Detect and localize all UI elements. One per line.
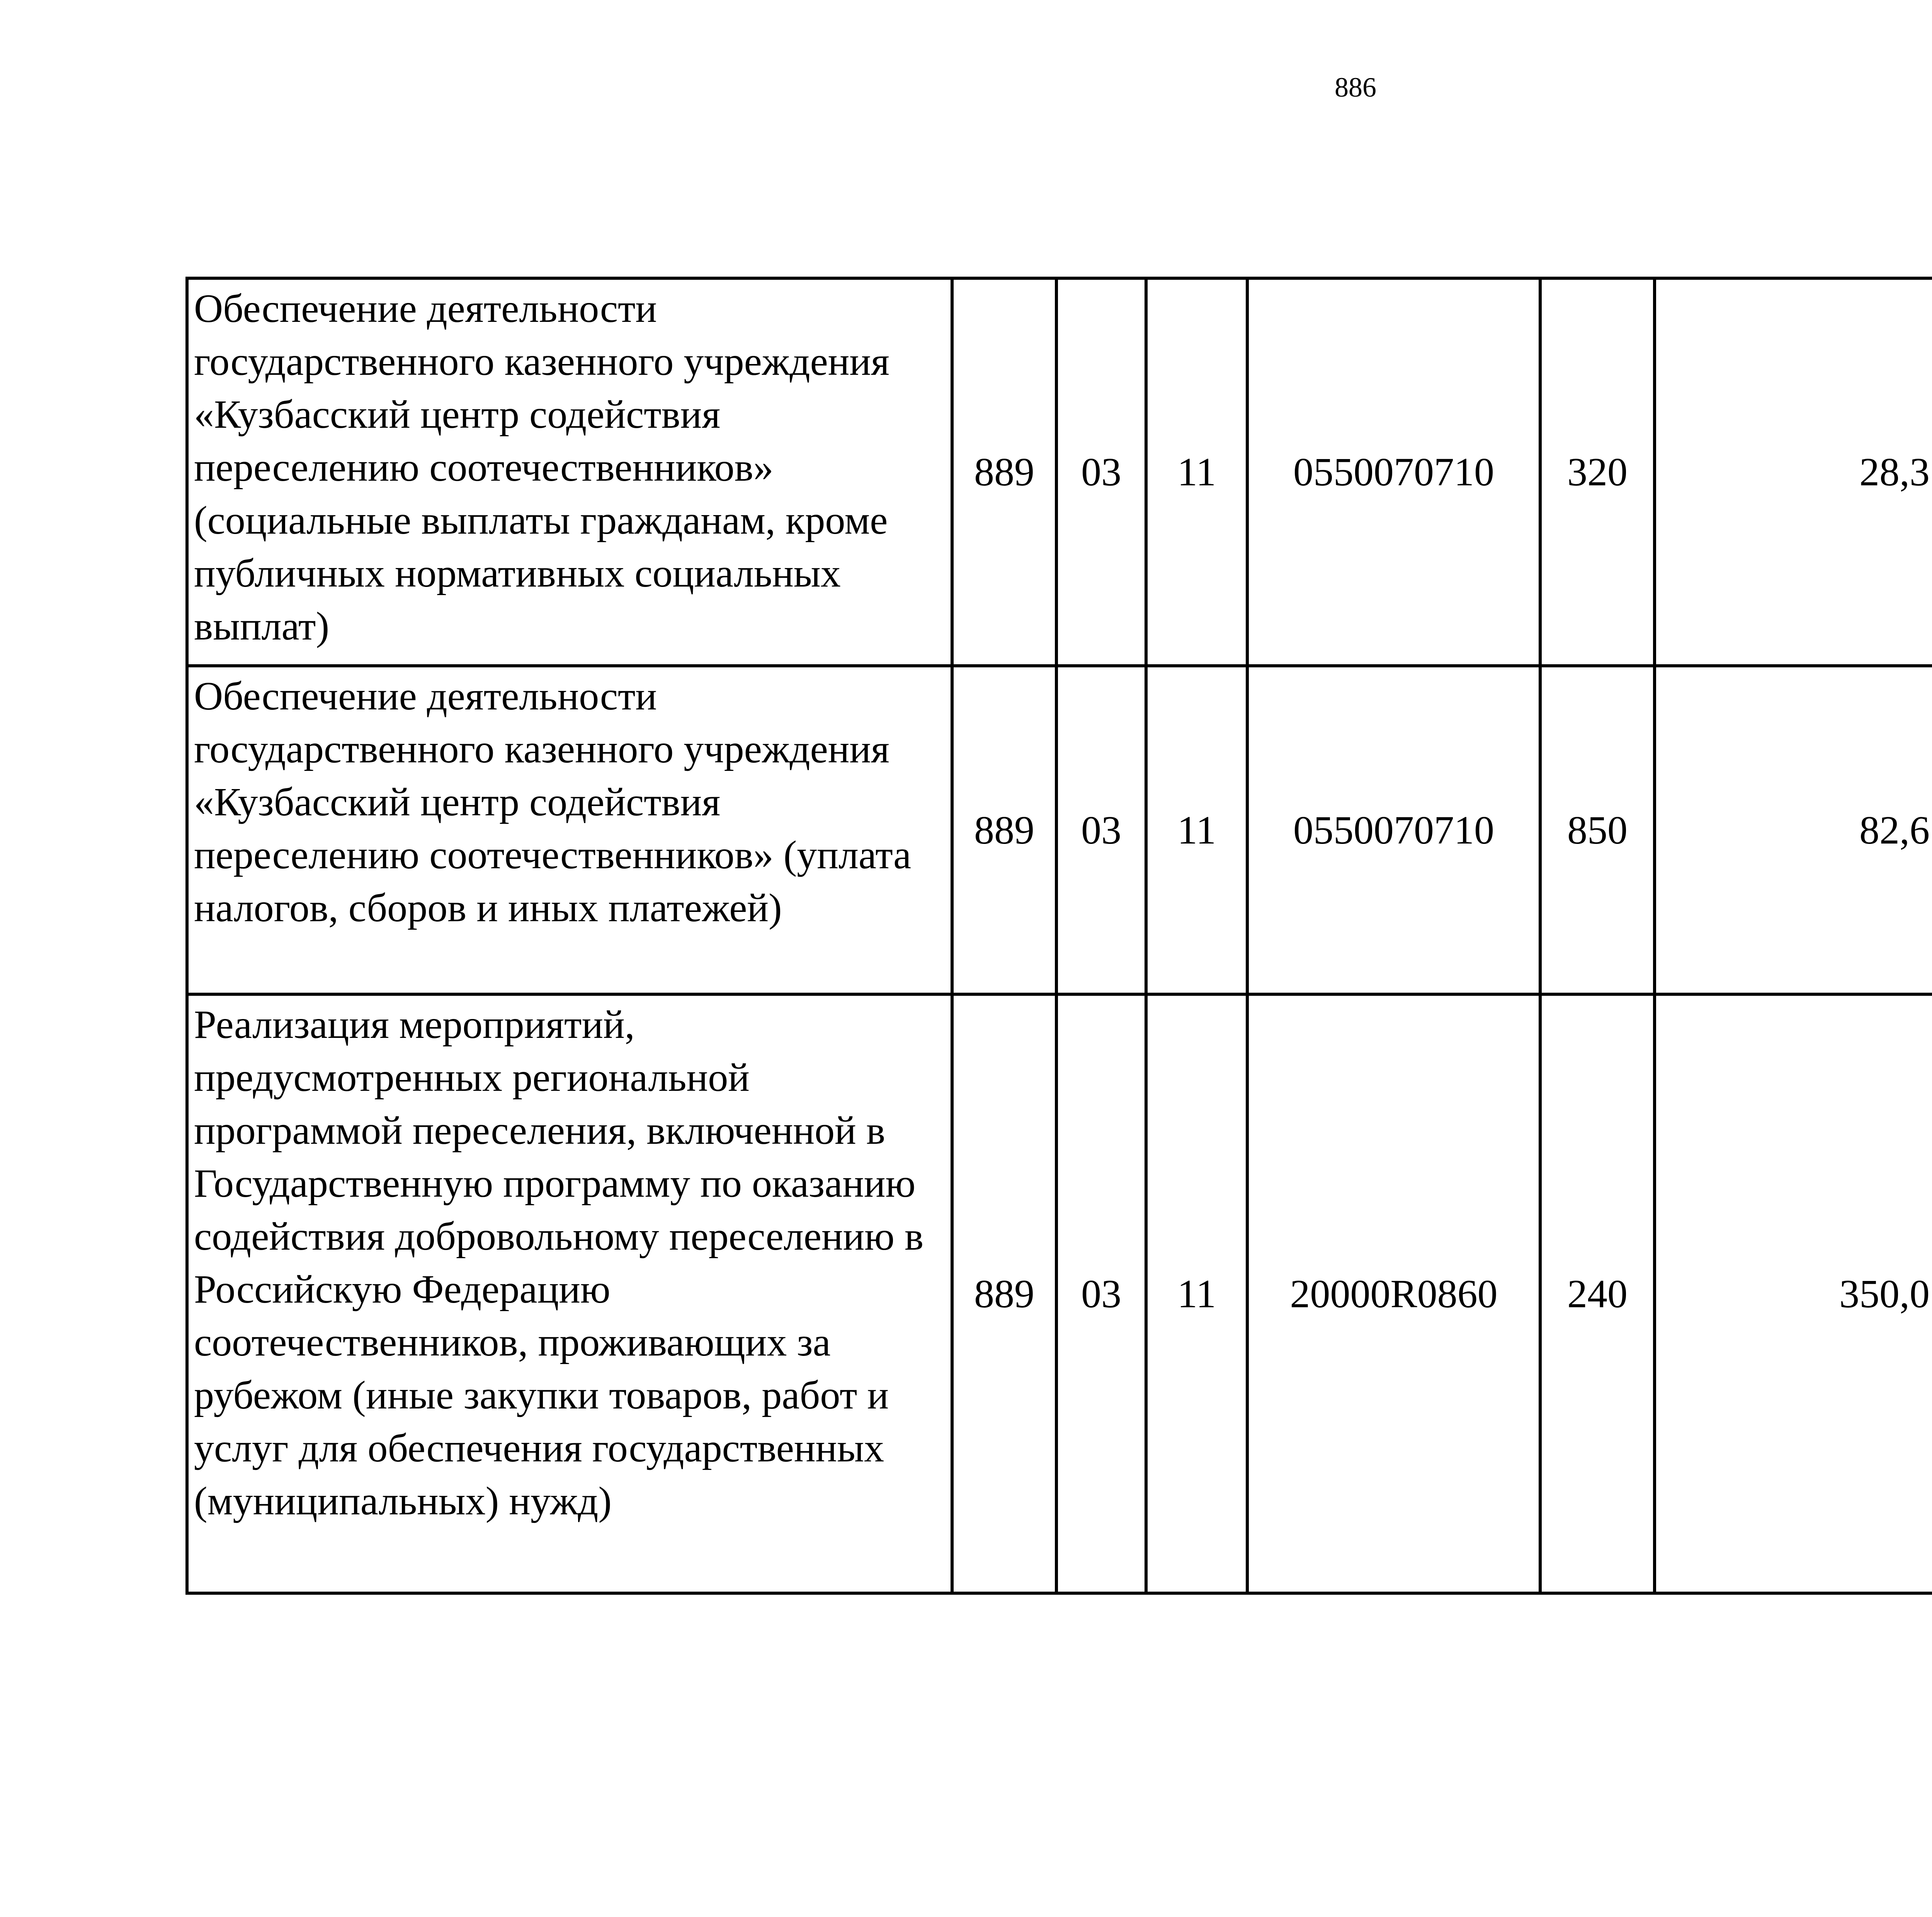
budget-table <box>185 277 1932 1595</box>
ministry-code: 889 <box>952 666 1056 994</box>
subsection-code: 11 <box>1146 666 1247 994</box>
page-number: 886 <box>1335 72 1376 103</box>
target-article-code: 0550070710 <box>1247 278 1540 666</box>
target-article-code: 0550070710 <box>1247 666 1540 994</box>
section-code: 03 <box>1056 666 1146 994</box>
subsection-code: 11 <box>1146 994 1247 1593</box>
amount-1: 350,0 <box>1655 994 1932 1593</box>
table-row <box>187 278 1932 666</box>
section-code: 03 <box>1056 278 1146 666</box>
amount-1: 28,3 <box>1655 278 1932 666</box>
subsection-code: 11 <box>1146 278 1247 666</box>
expense-type-code: 850 <box>1540 666 1655 994</box>
section-code: 03 <box>1056 994 1146 1593</box>
ministry-code: 889 <box>952 278 1056 666</box>
expense-type-code: 240 <box>1540 994 1655 1593</box>
expense-type-code: 320 <box>1540 278 1655 666</box>
table-row <box>187 666 1932 994</box>
amount-1: 82,6 <box>1655 666 1932 994</box>
target-article-code: 20000R0860 <box>1247 994 1540 1593</box>
row-description: Реализация мероприятий, предусмотренных региональной программой переселения, включенной в Государственную программу по оказанию содействия добровольному переселению в Российскую Федерацию соотечественников, проживающих за рубежом (иные закупки товаров, работ и услуг для обеспечения государственных (муниципальных) нужд) <box>187 994 952 1593</box>
table-row <box>187 994 1932 1593</box>
row-description: Обеспечение деятельности государственного казенного учреждения «Кузбасский центр содействия переселению соотечественников» (уплата налогов, сборов и иных платежей) <box>187 666 952 994</box>
ministry-code: 889 <box>952 994 1056 1593</box>
row-description: Обеспечение деятельности государственного казенного учреждения «Кузбасский центр содействия переселению соотечественников» (социальные выплаты гражданам, кроме публичных нормативных социальных выплат) <box>187 278 952 666</box>
